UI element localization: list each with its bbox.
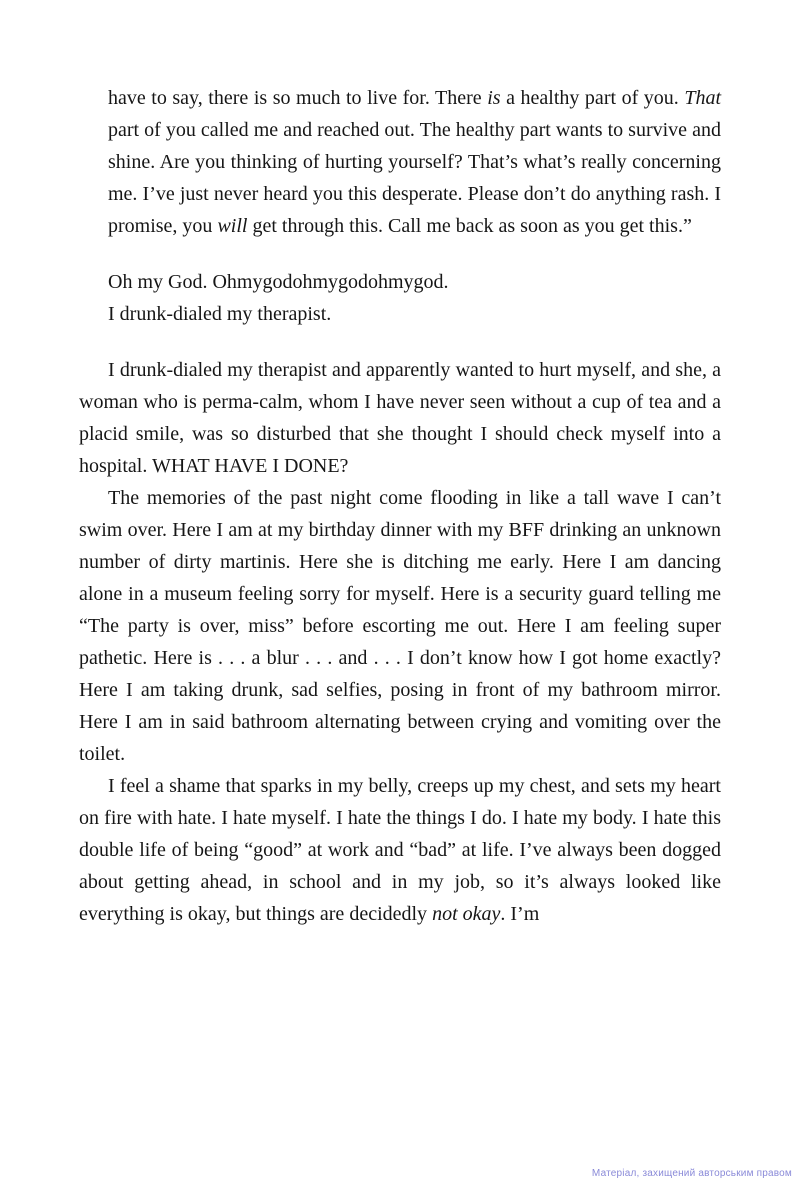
body-paragraph [79,482,721,770]
voicemail-quote-paragraph [108,82,721,242]
italic-text-segment: That [684,87,722,109]
text-segment: . I’m [500,903,540,925]
italic-text-segment: will [217,215,248,237]
italic-text-segment: is [487,87,501,109]
exclamation-line [108,266,721,298]
body-paragraph [79,354,721,482]
text-segment: get through this. Call me back as soon as you get this.” [247,215,692,237]
text-segment: a healthy part of you. [500,87,685,109]
italic-text-segment: not okay [432,903,501,925]
realization-line [108,298,721,330]
page-content [79,82,721,930]
text-segment: I drunk-dialed my therapist. [108,303,332,325]
text-segment: I drunk-dialed my therapist and apparently wanted to hurt myself, and she, a woman who is perma-calm, whom I have never seen without a cup of tea and a placid smile, was so disturbed that she thought I should check myself into a hospital. WHAT HAVE I DONE? [79,359,721,477]
text-segment: part of you called me and reached out. The healthy part wants to survive and shine. Are you thinking of hurting yourself? That’s what’s really concerning me. I’ve just never heard you this desperate. Please don’t do anything rash. I promise, you [108,119,721,237]
text-segment: have to say, there is so much to live for. There [108,87,488,109]
copyright-watermark: Матеріал, захищений авторським правом [591,1168,792,1179]
text-segment: I feel a shame that sparks in my belly, creeps up my chest, and sets my heart on fire with hate. I hate myself. I hate the things I do. I hate my body. I hate this double life of being “good” at work and “bad” at life. I’ve always been dogged about getting ahead, in school and in my job, so it’s always looked like everything is okay, but things are decidedly [79,775,721,925]
body-paragraph [79,770,721,930]
text-segment: Oh my God. Ohmygodohmygodohmygod. [108,271,449,293]
text-segment: The memories of the past night come flooding in like a tall wave I can’t swim over. Here I am at my birthday dinner with my BFF drinking an unknown number of dirty martinis. Here she is ditching me early. Here I am dancing alone in a museum feeling sorry for myself. Here is a security guard telling me “The party is over, miss” before escorting me out. Here I am feeling super pathetic. Here is . . . a blur . . . and . . . I don’t know how I got home exactly? Here I am taking drunk, sad selfies, posing in front of my bathroom mirror. Here I am in said bathroom alternating between crying and vomiting over the toilet. [79,487,721,765]
